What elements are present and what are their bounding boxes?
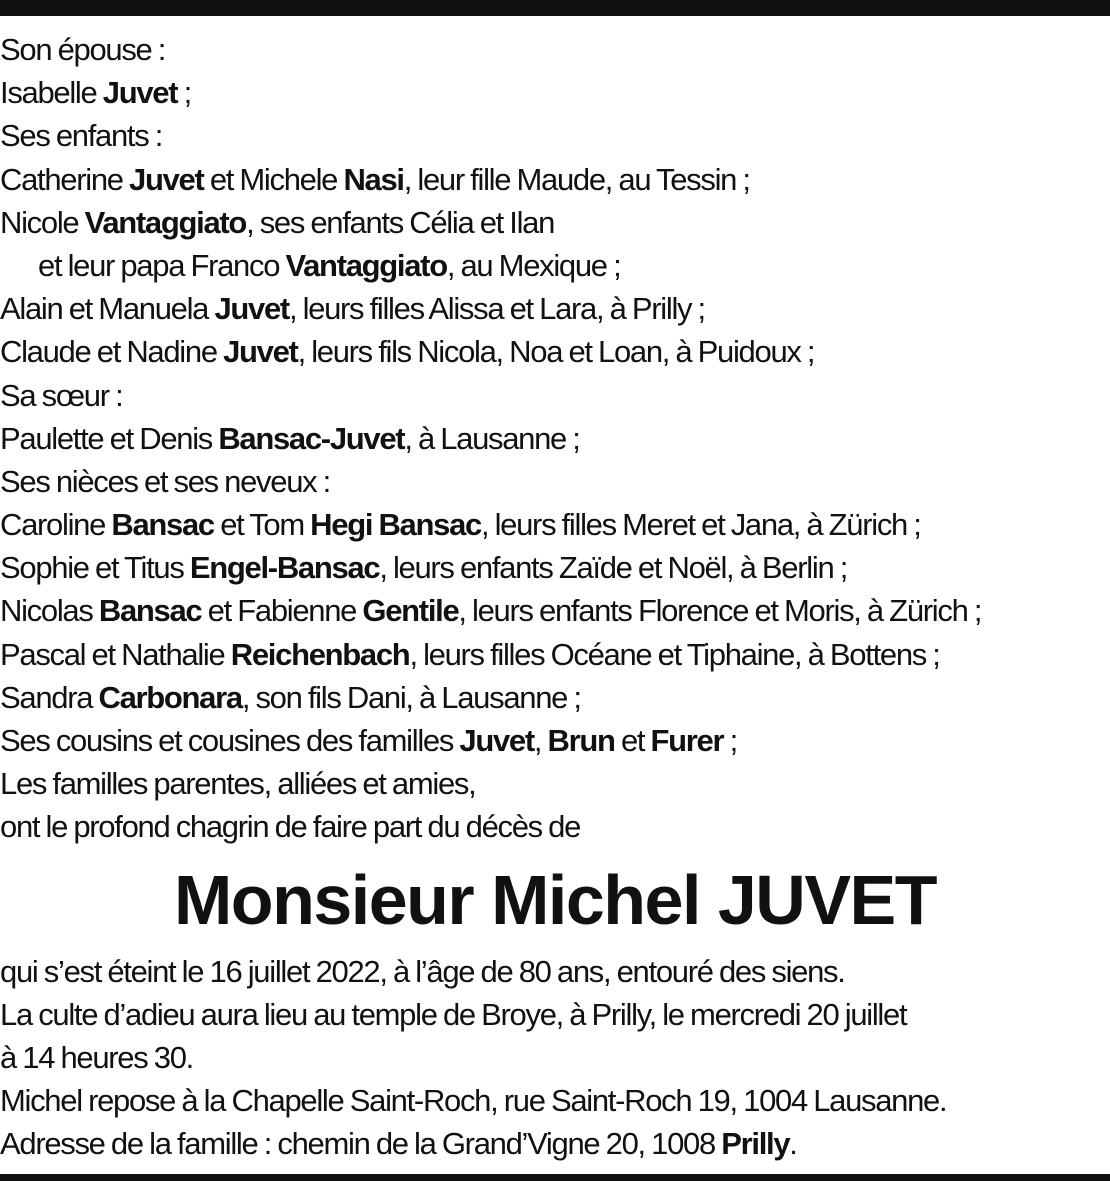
line-text: , au Mexique ; <box>446 247 621 283</box>
bottom-border-rule <box>0 1174 1110 1181</box>
line-text: , leurs filles Meret et Jana, à Zürich ; <box>480 507 921 543</box>
line-text: , leurs filles Alissa et Lara, à Prilly ; <box>288 291 705 327</box>
line-text: Paulette et Denis <box>0 420 219 456</box>
ceremony-details <box>0 950 1110 1166</box>
family-name: Bansac <box>111 507 214 543</box>
notice-line <box>0 330 1110 373</box>
notice-line <box>0 589 1110 632</box>
line-text: Caroline <box>0 507 112 543</box>
line-text: , <box>533 723 548 758</box>
line-text: La culte d’adieu aura lieu au temple de Broye, à Prilly, le mercredi 20 juillet <box>0 996 907 1032</box>
family-name: Engel-Bansac <box>189 550 380 586</box>
notice-line <box>0 950 1110 993</box>
line-text: , leurs enfants Florence et Moris, à Zürich ; <box>458 593 982 629</box>
family-name: Carbonara <box>98 679 242 715</box>
deceased-name: Monsieur Michel JUVET <box>174 860 936 939</box>
family-name: Brun <box>547 723 615 758</box>
line-text: Adresse de la famille : chemin de la Grand’Vigne 20, 1008 <box>0 1126 722 1162</box>
notice-line <box>0 503 1110 546</box>
line-text: Sandra <box>0 679 99 715</box>
line-text: , leur fille Maude, au Tessin ; <box>403 161 750 197</box>
family-name: Furer <box>650 723 724 758</box>
family-name: Juvet <box>102 75 178 111</box>
notice-line <box>0 287 1110 330</box>
line-text: et <box>614 723 651 758</box>
family-name: Nasi <box>343 161 404 197</box>
line-text: Alain et Manuela <box>0 291 215 327</box>
family-name: Reichenbach <box>230 636 410 672</box>
notice-line <box>0 417 1110 460</box>
notice-line <box>0 71 1110 114</box>
line-text: Ses cousins et cousines des familles <box>0 723 460 758</box>
line-text: ; <box>723 723 737 758</box>
family-name: Vantaggiato <box>84 204 247 240</box>
line-text: Les familles parentes, alliées et amies, <box>0 766 476 802</box>
family-name: Hegi Bansac <box>310 507 481 543</box>
notice-line <box>0 1079 1110 1122</box>
notice-line <box>0 114 1110 157</box>
notice-line <box>0 805 1110 848</box>
notice-line <box>0 719 1110 762</box>
line-text: Son épouse : <box>0 32 166 67</box>
line-text: , son fils Dani, à Lausanne ; <box>241 679 581 715</box>
line-text: Pascal et Nathalie <box>0 636 231 672</box>
line-text: Sophie et Titus <box>0 550 190 586</box>
notice-line <box>0 201 1110 244</box>
notice-line <box>0 993 1110 1036</box>
line-text: , leurs filles Océane et Tiphaine, à Bottens ; <box>409 636 940 672</box>
family-name: Bansac <box>98 593 202 629</box>
top-border-rule <box>0 0 1110 16</box>
notice-line <box>0 158 1110 201</box>
line-text: Claude et Nadine <box>0 334 224 370</box>
notice-line <box>0 676 1110 719</box>
notice-line <box>0 28 1110 71</box>
line-text: et Michele <box>203 161 344 197</box>
line-text: Michel repose à la Chapelle Saint-Roch, rue Saint-Roch 19, 1004 Lausanne. <box>0 1083 947 1119</box>
family-list <box>0 28 1110 849</box>
notice-line <box>0 374 1110 417</box>
family-name: Prilly <box>721 1126 790 1162</box>
line-text: , leurs fils Nicola, Noa et Loan, à Puidoux ; <box>297 334 815 370</box>
line-text: à 14 heures 30. <box>0 1039 193 1075</box>
death-notice <box>0 28 1110 1166</box>
line-text: et Fabienne <box>201 593 363 629</box>
notice-line <box>0 1122 1110 1165</box>
notice-line <box>0 1036 1110 1079</box>
line-text: et leur papa Franco <box>38 247 286 283</box>
family-name: Juvet <box>223 334 298 370</box>
family-name: Gentile <box>362 593 459 629</box>
line-text: Catherine <box>0 161 130 197</box>
family-name: Vantaggiato <box>285 247 447 283</box>
line-text: et Tom <box>213 507 311 543</box>
line-text: ont le profond chagrin de faire part du décès de <box>0 809 581 845</box>
line-text: qui s’est éteint le 16 juillet 2022, à l’âge de 80 ans, entouré des siens. <box>0 953 845 989</box>
line-text: , à Lausanne ; <box>404 420 580 456</box>
notice-line <box>0 460 1110 503</box>
notice-line <box>0 546 1110 589</box>
family-name: Juvet <box>214 291 289 327</box>
family-name: Juvet <box>129 161 204 197</box>
family-name: Bansac-Juvet <box>218 420 405 456</box>
notice-line <box>0 762 1110 805</box>
line-text: Nicole <box>0 204 85 240</box>
line-text: Isabelle <box>0 75 103 111</box>
family-name: Juvet <box>459 723 534 758</box>
line-text: . <box>789 1126 797 1162</box>
line-text: Sa sœur : <box>0 377 123 413</box>
line-text: Ses enfants : <box>0 118 163 154</box>
notice-line <box>0 244 1110 287</box>
line-text: Nicolas <box>0 593 99 629</box>
line-text: Ses nièces et ses neveux : <box>0 463 330 499</box>
notice-line <box>0 633 1110 676</box>
line-text: , leurs enfants Zaïde et Noël, à Berlin ; <box>379 550 848 586</box>
line-text: , ses enfants Célia et Ilan <box>246 204 555 240</box>
line-text: ; <box>177 75 191 111</box>
